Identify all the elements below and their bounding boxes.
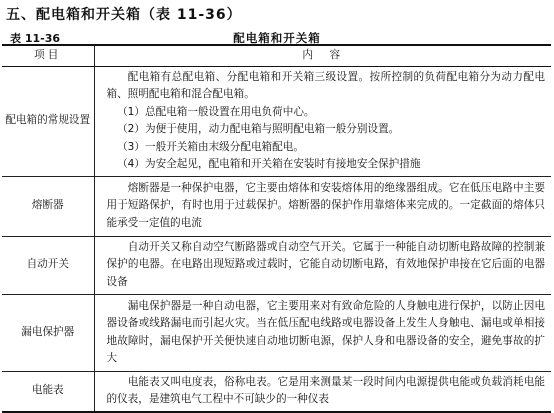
header-item: 项目 bbox=[2, 45, 94, 66]
table-title: 配电箱和开关箱 bbox=[233, 31, 321, 45]
row-content bbox=[94, 66, 551, 176]
header-content: 内 容 bbox=[94, 45, 551, 66]
row-item-label: 熔断器 bbox=[2, 176, 94, 236]
content-paragraph: 熔断器是一种保护电器，它主要由熔体和安装熔体用的绝缘器组成。它在低压电路中主要用于短路保护，有时也用于过载保护。熔断器的保护作用靠熔体来完成的。一定截面的熔体只能承受一定值的电流 bbox=[106, 181, 545, 229]
content-paragraph: 配电箱有总配电箱、分配电箱和开关箱三级设置。按所控制的负荷配电箱分为动力配电箱、照明配电箱和混合配电箱。 bbox=[106, 70, 545, 100]
row-content bbox=[94, 236, 551, 294]
row-item-label: 漏电保护器 bbox=[2, 294, 94, 371]
row-item-label: 电能表 bbox=[2, 371, 94, 412]
content-list-item: （1）总配电箱一般设置在用电负荷中心。 bbox=[117, 105, 315, 118]
row-item-label: 配电箱的常规设置 bbox=[2, 66, 94, 176]
section-title: 五、配电箱和开关箱（表 11-36） bbox=[6, 7, 242, 23]
table-header-row bbox=[2, 45, 551, 66]
content-paragraph: 自动开关又称自动空气断路器或自动空气开关。它属于一种能自动切断电路故障的控制兼保护的电器。在电路出现短路或过载时，它能自动切断电路，有效地保护串接在它后面的电器设备 bbox=[106, 240, 545, 288]
table-number: 表 11-36 bbox=[10, 32, 61, 45]
row-content bbox=[94, 294, 551, 371]
table-row bbox=[2, 66, 551, 176]
content-list-item: （2）为便于使用，动力配电箱与照明配电箱一般分别设置。 bbox=[117, 123, 400, 135]
row-content bbox=[94, 176, 551, 236]
table-row bbox=[2, 371, 551, 412]
table-row bbox=[2, 294, 551, 371]
row-item-label: 自动开关 bbox=[2, 236, 94, 294]
content-list-item: （4）为安全起见，配电箱和开关箱在安装时有接地安全保护措施 bbox=[117, 158, 421, 170]
content-list-item: （3）一般开关箱由末级分配电箱配电。 bbox=[117, 140, 304, 153]
table-row bbox=[2, 236, 551, 294]
table-row bbox=[2, 176, 551, 236]
content-paragraph: 电能表又叫电度表，俗称电表。它是用来测量某一段时间内电源提供电能或负载消耗电能的仪表，是建筑电气工程中不可缺少的一种仪表 bbox=[106, 375, 545, 405]
content-paragraph: 漏电保护器是一种自动电器，它主要用来对有致命危险的人身触电进行保护，以防止因电器设备或线路漏电而引起火灾。当在低压配电线路或电器设备上发生人身触电、漏电或单相接地故障时，漏电保护开关便快速自动地切断电源，保护人身和电器设备的安全，避免事故的扩大 bbox=[106, 299, 545, 364]
row-content bbox=[94, 371, 551, 412]
distribution-box-table bbox=[2, 44, 551, 413]
